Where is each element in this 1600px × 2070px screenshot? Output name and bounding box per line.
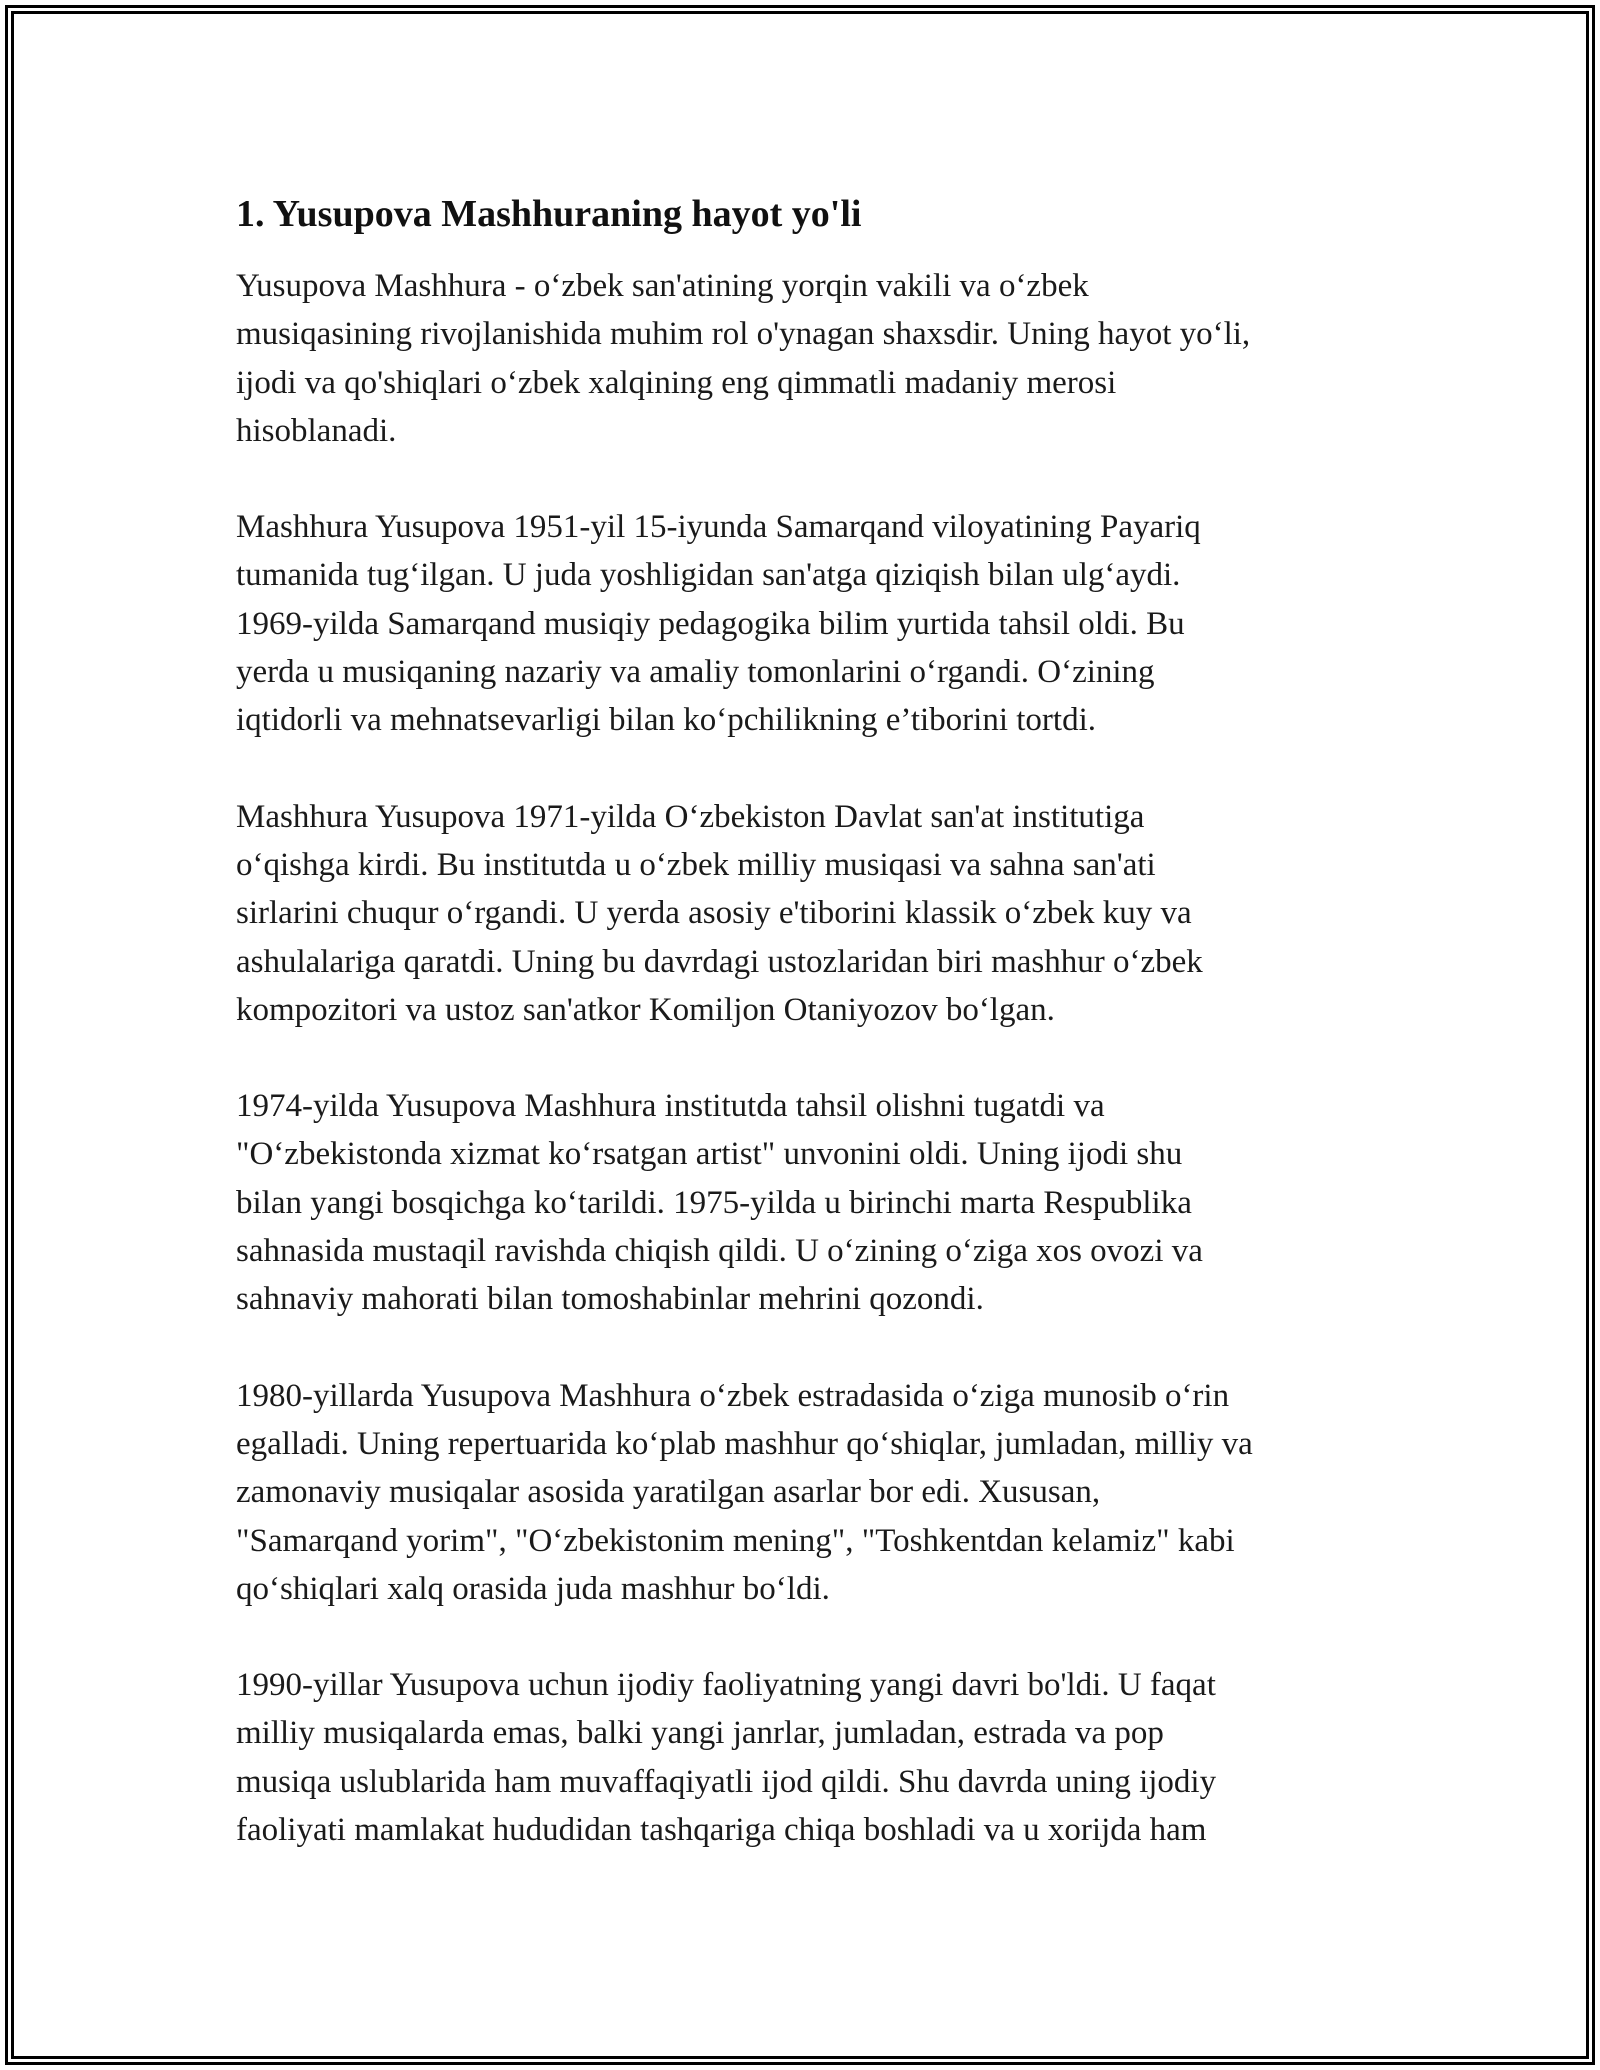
paragraph-intro xyxy=(236,262,1386,455)
text-line: 1990-yillar Yusupova uchun ijodiy faoliyatning yangi davri bo'ldi. U faqat xyxy=(236,1667,1216,1704)
text-line: o‘qishga kirdi. Bu institutda u o‘zbek milliy musiqasi va sahna san'ati xyxy=(236,846,1156,883)
text-line: Mashhura Yusupova 1951-yil 15-iyunda Samarqand viloyatining Payariq xyxy=(236,509,1201,546)
text-line: bilan yangi bosqichga ko‘tarildi. 1975-yilda u birinchi marta Respublika xyxy=(236,1184,1192,1221)
text-line: kompozitori va ustoz san'atkor Komiljon Otaniyozov bo‘lgan. xyxy=(236,991,1055,1028)
document-body xyxy=(236,186,1386,1902)
text-line: sahnaviy mahorati bilan tomoshabinlar mehrini qozondi. xyxy=(236,1281,984,1318)
text-line: sahnasida mustaqil ravishda chiqish qildi. U o‘zining o‘ziga xos ovozi va xyxy=(236,1233,1203,1270)
text-line: milliy musiqalarda emas, balki yangi janrlar, jumladan, estrada va pop xyxy=(236,1715,1164,1752)
section-heading: 1. Yusupova Mashhuraning hayot yo'li xyxy=(236,193,862,235)
paragraph-institute xyxy=(236,793,1386,1034)
paragraph-1980s xyxy=(236,1372,1386,1613)
text-line: Mashhura Yusupova 1971-yilda O‘zbekiston Davlat san'at institutiga xyxy=(236,798,1145,835)
text-line: "O‘zbekistonda xizmat ko‘rsatgan artist" unvonini oldi. Uning ijodi shu xyxy=(236,1136,1183,1173)
text-line: yerda u musiqaning nazariy va amaliy tomonlarini o‘rgandi. O‘zining xyxy=(236,654,1155,691)
paragraph-1974 xyxy=(236,1082,1386,1323)
text-line: zamonaviy musiqalar asosida yaratilgan asarlar bor edi. Xususan, xyxy=(236,1474,1101,1511)
text-line: 1980-yillarda Yusupova Mashhura o‘zbek estradasida o‘ziga munosib o‘rin xyxy=(236,1377,1230,1414)
text-line: ijodi va qo'shiqlari o‘zbek xalqining eng qimmatli madaniy merosi xyxy=(236,364,1117,401)
text-line: sirlarini chuqur o‘rgandi. U yerda asosiy e'tiborini klassik o‘zbek kuy va xyxy=(236,895,1192,932)
text-line: egalladi. Uning repertuarida ko‘plab mashhur qo‘shiqlar, jumladan, milliy va xyxy=(236,1425,1253,1462)
text-line: iqtidorli va mehnatsevarligi bilan ko‘pchilikning e’tiborini tortdi. xyxy=(236,702,1096,739)
paragraph-1990s xyxy=(236,1661,1386,1854)
paragraph-birth xyxy=(236,503,1386,744)
text-line: musiqasining rivojlanishida muhim rol o'ynagan shaxsdir. Uning hayot yo‘li, xyxy=(236,316,1251,353)
text-line: Yusupova Mashhura - o‘zbek san'atining yorqin vakili va o‘zbek xyxy=(236,268,1089,304)
text-line: hisoblanadi. xyxy=(236,412,397,449)
text-line: ashulalariga qaratdi. Uning bu davrdagi ustozlaridan biri mashhur o‘zbek xyxy=(236,943,1203,980)
text-line: qo‘shiqlari xalq orasida juda mashhur bo‘ldi. xyxy=(236,1570,830,1607)
text-line: "Samarqand yorim", "O‘zbekistonim mening", "Toshkentdan kelamiz" kabi xyxy=(236,1522,1235,1559)
text-line: 1974-yilda Yusupova Mashhura institutda tahsil olishni tugatdi va xyxy=(236,1088,1105,1125)
text-line: tumanida tug‘ilgan. U juda yoshligidan san'atga qiziqish bilan ulg‘aydi. xyxy=(236,557,1181,594)
text-line: faoliyati mamlakat hududidan tashqariga chiqa boshladi va u xorijda ham xyxy=(236,1812,1207,1849)
text-line: musiqa uslublarida ham muvaffaqiyatli ijod qildi. Shu davrda uning ijodiy xyxy=(236,1763,1217,1800)
text-line: 1969-yilda Samarqand musiqiy pedagogika bilim yurtida tahsil oldi. Bu xyxy=(236,605,1185,642)
